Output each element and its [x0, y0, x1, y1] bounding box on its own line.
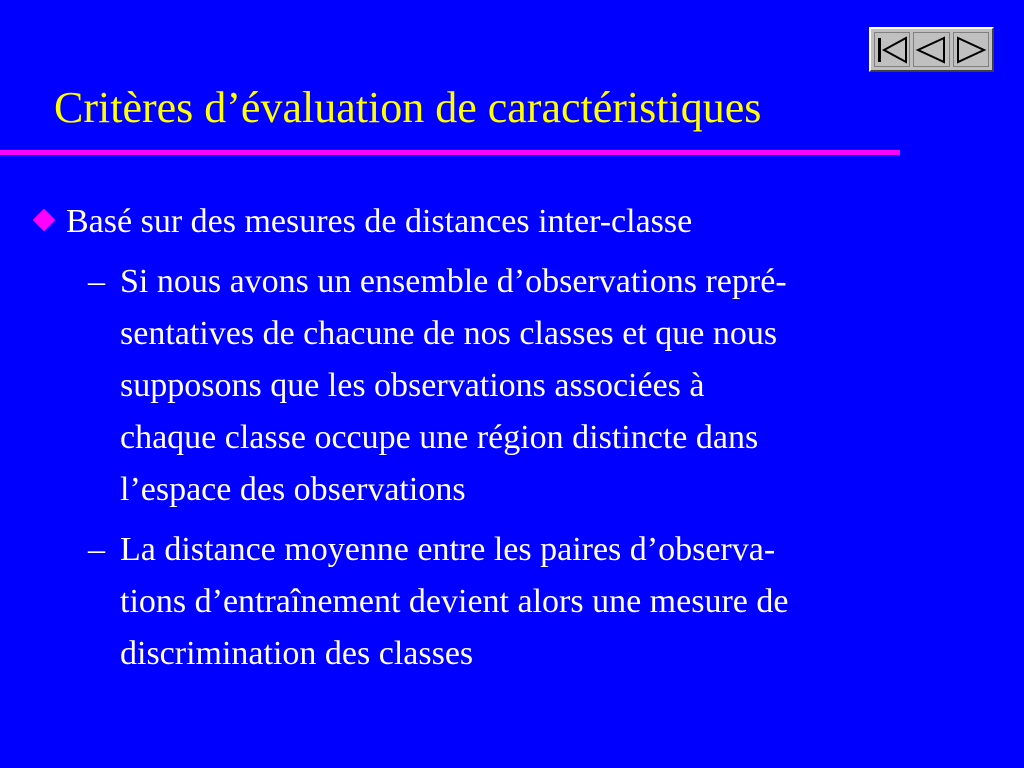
text-line: supposons que les observations associées à: [120, 367, 705, 404]
text-line: chaque classe occupe une région distincte dans: [120, 419, 759, 456]
text-line: sentatives de chacune de nos classes et que nous: [120, 315, 778, 352]
text-line: l’espace des observations: [120, 471, 466, 508]
first-slide-icon: [875, 35, 909, 65]
text-line: discrimination des classes: [120, 635, 474, 672]
previous-slide-button[interactable]: [913, 32, 949, 67]
diamond-bullet-icon: [33, 209, 56, 232]
sub-item-text: [120, 524, 988, 680]
next-slide-icon: [954, 35, 988, 65]
bullet-item: [36, 196, 692, 248]
sub-item-text: [120, 256, 988, 516]
sub-item-1: [88, 256, 988, 516]
bullet-text: Basé sur des mesures de distances inter-classe: [66, 203, 693, 240]
first-slide-button[interactable]: [874, 32, 910, 67]
previous-slide-icon: [914, 35, 948, 65]
dash-marker: –: [88, 263, 105, 300]
dash-marker: –: [88, 531, 105, 568]
sub-item-2: [88, 524, 988, 680]
text-line: tions d’entraînement devient alors une mesure de: [120, 583, 789, 620]
slide-title: Critères d’évaluation de caractéristiques: [54, 83, 762, 132]
title-underline: [0, 150, 900, 155]
text-line: La distance moyenne entre les paires d’observa-: [120, 531, 776, 568]
slide-navigation: [869, 27, 994, 72]
text-line: Si nous avons un ensemble d’observations repré-: [120, 263, 787, 300]
next-slide-button[interactable]: [953, 32, 989, 67]
